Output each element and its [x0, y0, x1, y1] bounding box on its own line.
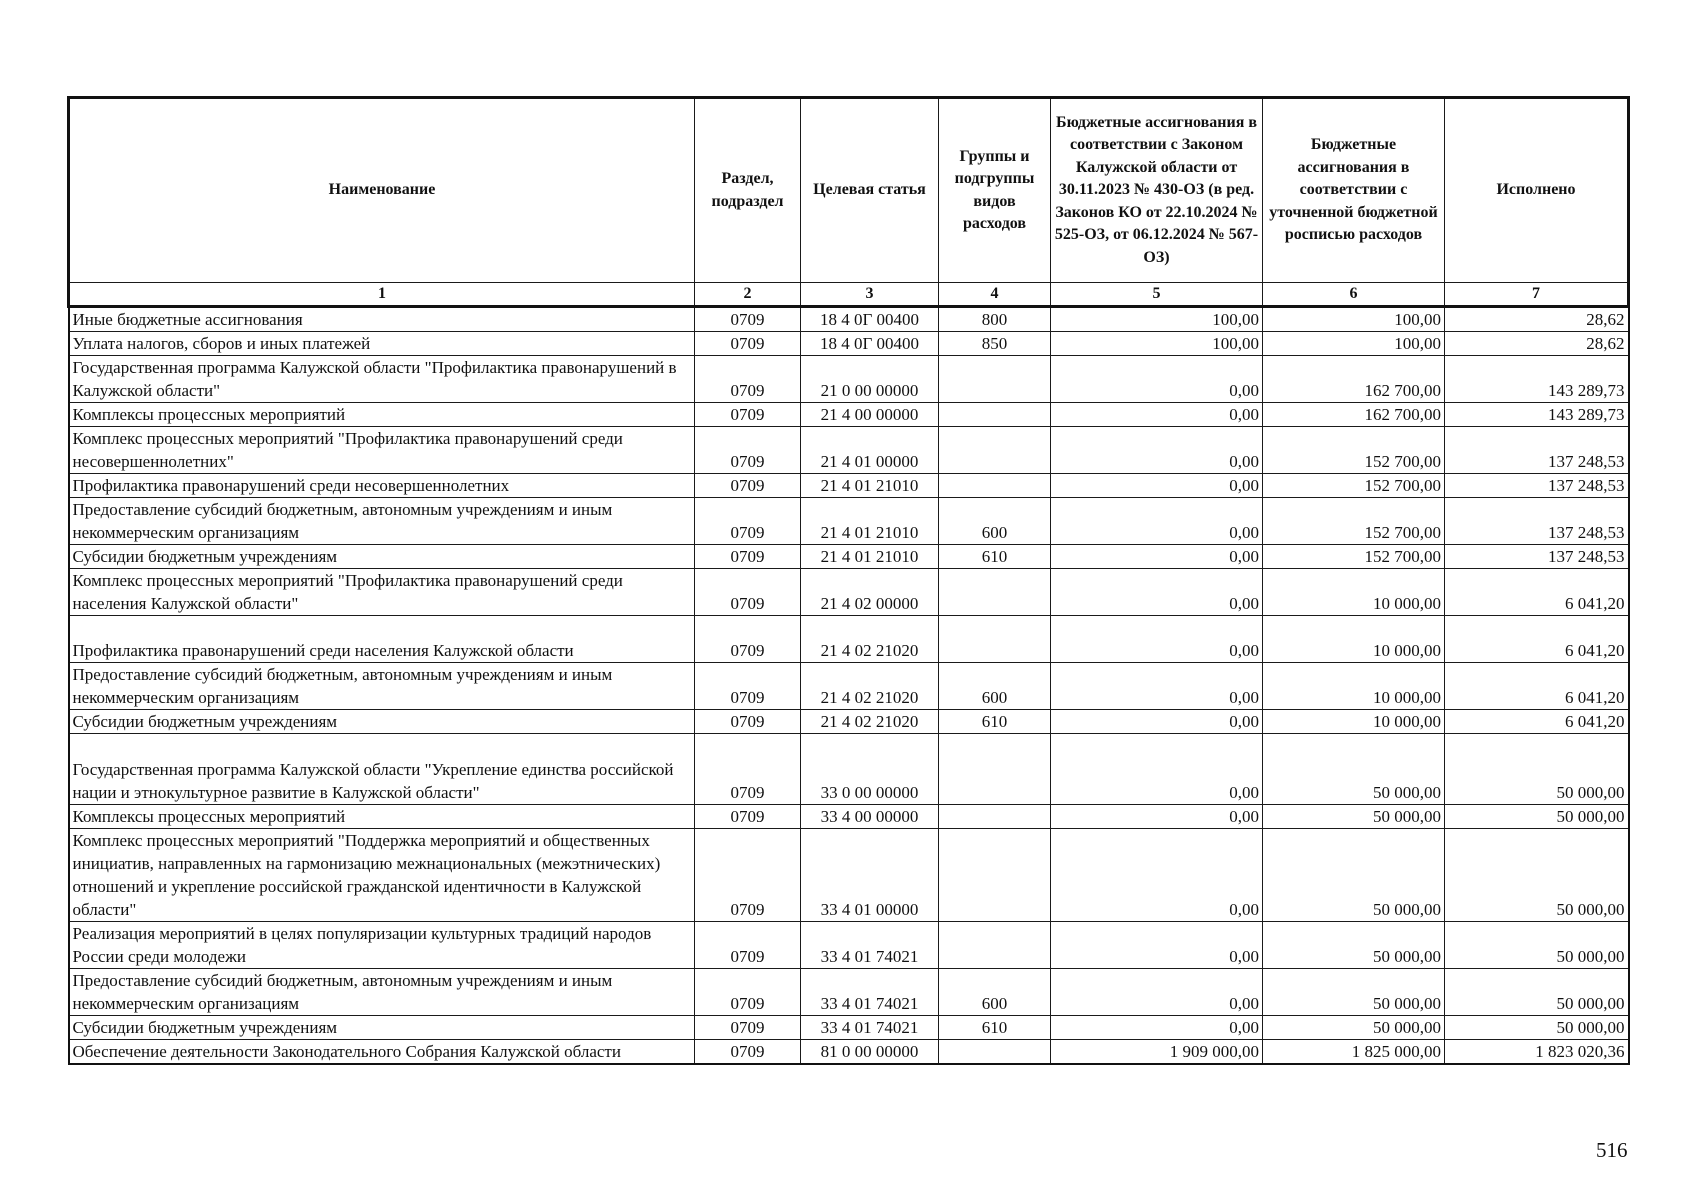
column-number: 5 [1051, 283, 1263, 307]
header-refined-allocation: Бюджетные ассигнования в соответствии с уточненной бюджетной росписью расходов [1263, 98, 1445, 283]
table-row [69, 805, 1629, 829]
column-number: 3 [801, 283, 939, 307]
row-law-allocation: 1 909 000,00 [1051, 1040, 1263, 1065]
row-refined-allocation: 50 000,00 [1263, 829, 1445, 922]
row-refined-allocation: 152 700,00 [1263, 498, 1445, 545]
row-article: 33 4 01 00000 [801, 829, 939, 922]
row-executed: 6 041,20 [1445, 663, 1629, 710]
row-section: 0709 [695, 474, 801, 498]
row-group [939, 829, 1051, 922]
row-executed: 6 041,20 [1445, 616, 1629, 663]
table-row [69, 829, 1629, 922]
header-executed: Исполнено [1445, 98, 1629, 283]
column-number: 1 [69, 283, 695, 307]
row-group: 600 [939, 969, 1051, 1016]
row-executed: 143 289,73 [1445, 403, 1629, 427]
table-row [69, 616, 1629, 663]
row-law-allocation: 0,00 [1051, 922, 1263, 969]
row-law-allocation: 0,00 [1051, 427, 1263, 474]
row-section: 0709 [695, 829, 801, 922]
table-row [69, 427, 1629, 474]
row-executed: 137 248,53 [1445, 474, 1629, 498]
row-section: 0709 [695, 569, 801, 616]
row-section: 0709 [695, 356, 801, 403]
row-section: 0709 [695, 616, 801, 663]
row-article: 33 4 01 74021 [801, 922, 939, 969]
row-article: 21 0 00 00000 [801, 356, 939, 403]
table-row [69, 1016, 1629, 1040]
row-executed: 6 041,20 [1445, 710, 1629, 734]
column-number: 2 [695, 283, 801, 307]
table-row [69, 403, 1629, 427]
row-refined-allocation: 10 000,00 [1263, 710, 1445, 734]
column-number: 7 [1445, 283, 1629, 307]
row-group [939, 569, 1051, 616]
table-row [69, 969, 1629, 1016]
row-section: 0709 [695, 922, 801, 969]
row-refined-allocation: 50 000,00 [1263, 969, 1445, 1016]
row-refined-allocation: 152 700,00 [1263, 545, 1445, 569]
row-article: 33 0 00 00000 [801, 734, 939, 805]
row-name: Обеспечение деятельности Законодательного Собрания Калужской области [69, 1040, 695, 1065]
row-group: 800 [939, 307, 1051, 332]
budget-sheet [67, 96, 1627, 1065]
row-article: 33 4 01 74021 [801, 1016, 939, 1040]
row-law-allocation: 100,00 [1051, 332, 1263, 356]
row-refined-allocation: 152 700,00 [1263, 474, 1445, 498]
row-name: Реализация мероприятий в целях популяризации культурных традиций народов России среди молодежи [69, 922, 695, 969]
row-executed: 137 248,53 [1445, 498, 1629, 545]
row-refined-allocation: 152 700,00 [1263, 427, 1445, 474]
row-article: 81 0 00 00000 [801, 1040, 939, 1065]
row-article: 18 4 0Г 00400 [801, 307, 939, 332]
row-group [939, 356, 1051, 403]
row-law-allocation: 0,00 [1051, 1016, 1263, 1040]
row-article: 33 4 00 00000 [801, 805, 939, 829]
table-body [69, 307, 1629, 1065]
row-name: Государственная программа Калужской области "Профилактика правонарушений в Калужской области" [69, 356, 695, 403]
row-article: 21 4 01 21010 [801, 498, 939, 545]
table-row [69, 545, 1629, 569]
page-number: 516 [1596, 1138, 1628, 1162]
row-law-allocation: 0,00 [1051, 734, 1263, 805]
row-executed: 50 000,00 [1445, 734, 1629, 805]
row-group [939, 474, 1051, 498]
header-article: Целевая статья [801, 98, 939, 283]
row-name: Комплексы процессных мероприятий [69, 403, 695, 427]
row-name: Субсидии бюджетным учреждениям [69, 710, 695, 734]
row-refined-allocation: 162 700,00 [1263, 403, 1445, 427]
table-row [69, 332, 1629, 356]
row-name: Субсидии бюджетным учреждениям [69, 1016, 695, 1040]
header-row [69, 98, 1629, 283]
row-article: 21 4 00 00000 [801, 403, 939, 427]
row-name: Субсидии бюджетным учреждениям [69, 545, 695, 569]
row-name: Комплекс процессных мероприятий "Профилактика правонарушений среди населения Калужской области" [69, 569, 695, 616]
row-refined-allocation: 50 000,00 [1263, 734, 1445, 805]
row-executed: 50 000,00 [1445, 1016, 1629, 1040]
row-name: Профилактика правонарушений среди населения Калужской области [69, 616, 695, 663]
row-executed: 28,62 [1445, 332, 1629, 356]
row-article: 21 4 02 21020 [801, 616, 939, 663]
row-law-allocation: 0,00 [1051, 403, 1263, 427]
column-number: 4 [939, 283, 1051, 307]
row-name: Комплекс процессных мероприятий "Поддержка мероприятий и общественных инициатив, направленных на гармонизацию межнациональных (межэтнических) отношений и укрепление российской гражданской идентичности в Калужской области" [69, 829, 695, 922]
row-law-allocation: 0,00 [1051, 710, 1263, 734]
row-law-allocation: 0,00 [1051, 805, 1263, 829]
row-name: Комплекс процессных мероприятий "Профилактика правонарушений среди несовершеннолетних" [69, 427, 695, 474]
row-law-allocation: 100,00 [1051, 307, 1263, 332]
row-article: 21 4 02 21020 [801, 710, 939, 734]
row-law-allocation: 0,00 [1051, 663, 1263, 710]
table-row [69, 356, 1629, 403]
row-law-allocation: 0,00 [1051, 356, 1263, 403]
row-law-allocation: 0,00 [1051, 569, 1263, 616]
table-row [69, 569, 1629, 616]
table-row [69, 1040, 1629, 1065]
table-row [69, 663, 1629, 710]
row-name: Иные бюджетные ассигнования [69, 307, 695, 332]
row-executed: 1 823 020,36 [1445, 1040, 1629, 1065]
row-law-allocation: 0,00 [1051, 616, 1263, 663]
row-name: Профилактика правонарушений среди несовершеннолетних [69, 474, 695, 498]
row-section: 0709 [695, 307, 801, 332]
row-name: Предоставление субсидий бюджетным, автономным учреждениям и иным некоммерческим организациям [69, 663, 695, 710]
row-group: 610 [939, 545, 1051, 569]
column-number: 6 [1263, 283, 1445, 307]
row-law-allocation: 0,00 [1051, 498, 1263, 545]
row-executed: 50 000,00 [1445, 922, 1629, 969]
row-section: 0709 [695, 710, 801, 734]
row-refined-allocation: 100,00 [1263, 307, 1445, 332]
row-refined-allocation: 100,00 [1263, 332, 1445, 356]
row-law-allocation: 0,00 [1051, 474, 1263, 498]
row-refined-allocation: 50 000,00 [1263, 805, 1445, 829]
table-row [69, 307, 1629, 332]
row-executed: 50 000,00 [1445, 969, 1629, 1016]
row-executed: 6 041,20 [1445, 569, 1629, 616]
row-group: 610 [939, 1016, 1051, 1040]
row-group [939, 805, 1051, 829]
row-group [939, 403, 1051, 427]
row-section: 0709 [695, 734, 801, 805]
row-executed: 28,62 [1445, 307, 1629, 332]
row-refined-allocation: 10 000,00 [1263, 616, 1445, 663]
column-number-row [69, 283, 1629, 307]
table-row [69, 710, 1629, 734]
row-article: 21 4 02 21020 [801, 663, 939, 710]
row-refined-allocation: 10 000,00 [1263, 663, 1445, 710]
row-article: 21 4 01 21010 [801, 545, 939, 569]
row-article: 33 4 01 74021 [801, 969, 939, 1016]
row-section: 0709 [695, 545, 801, 569]
row-executed: 137 248,53 [1445, 545, 1629, 569]
row-article: 21 4 01 21010 [801, 474, 939, 498]
row-section: 0709 [695, 403, 801, 427]
row-section: 0709 [695, 1040, 801, 1065]
row-group: 850 [939, 332, 1051, 356]
row-group [939, 616, 1051, 663]
row-name: Комплексы процессных мероприятий [69, 805, 695, 829]
row-executed: 50 000,00 [1445, 829, 1629, 922]
table-row [69, 922, 1629, 969]
table-row [69, 734, 1629, 805]
row-executed: 143 289,73 [1445, 356, 1629, 403]
row-group [939, 427, 1051, 474]
header-law-allocation: Бюджетные ассигнования в соответствии с Законом Калужской области от 30.11.2023 № 430-ОЗ (в ред. Законов КО от 22.10.2024 № 525-ОЗ, от 06.12.2024 № 567-ОЗ) [1051, 98, 1263, 283]
row-section: 0709 [695, 498, 801, 545]
row-name: Предоставление субсидий бюджетным, автономным учреждениям и иным некоммерческим организациям [69, 969, 695, 1016]
row-name: Государственная программа Калужской области "Укрепление единства российской нации и этнокультурное развитие в Калужской области" [69, 734, 695, 805]
row-refined-allocation: 50 000,00 [1263, 922, 1445, 969]
row-section: 0709 [695, 1016, 801, 1040]
row-group: 600 [939, 663, 1051, 710]
row-group: 600 [939, 498, 1051, 545]
row-section: 0709 [695, 969, 801, 1016]
row-executed: 50 000,00 [1445, 805, 1629, 829]
row-name: Предоставление субсидий бюджетным, автономным учреждениям и иным некоммерческим организациям [69, 498, 695, 545]
table-row [69, 474, 1629, 498]
row-law-allocation: 0,00 [1051, 829, 1263, 922]
row-group [939, 734, 1051, 805]
row-group [939, 1040, 1051, 1065]
row-refined-allocation: 10 000,00 [1263, 569, 1445, 616]
row-section: 0709 [695, 805, 801, 829]
row-law-allocation: 0,00 [1051, 545, 1263, 569]
row-law-allocation: 0,00 [1051, 969, 1263, 1016]
row-section: 0709 [695, 663, 801, 710]
row-group: 610 [939, 710, 1051, 734]
row-executed: 137 248,53 [1445, 427, 1629, 474]
header-name: Наименование [69, 98, 695, 283]
row-article: 18 4 0Г 00400 [801, 332, 939, 356]
row-article: 21 4 01 00000 [801, 427, 939, 474]
table-row [69, 498, 1629, 545]
budget-table [67, 96, 1630, 1065]
header-section: Раздел, подраздел [695, 98, 801, 283]
row-section: 0709 [695, 427, 801, 474]
row-article: 21 4 02 00000 [801, 569, 939, 616]
row-section: 0709 [695, 332, 801, 356]
row-refined-allocation: 50 000,00 [1263, 1016, 1445, 1040]
header-group: Группы и подгруппы видов расходов [939, 98, 1051, 283]
row-refined-allocation: 1 825 000,00 [1263, 1040, 1445, 1065]
row-group [939, 922, 1051, 969]
row-refined-allocation: 162 700,00 [1263, 356, 1445, 403]
row-name: Уплата налогов, сборов и иных платежей [69, 332, 695, 356]
